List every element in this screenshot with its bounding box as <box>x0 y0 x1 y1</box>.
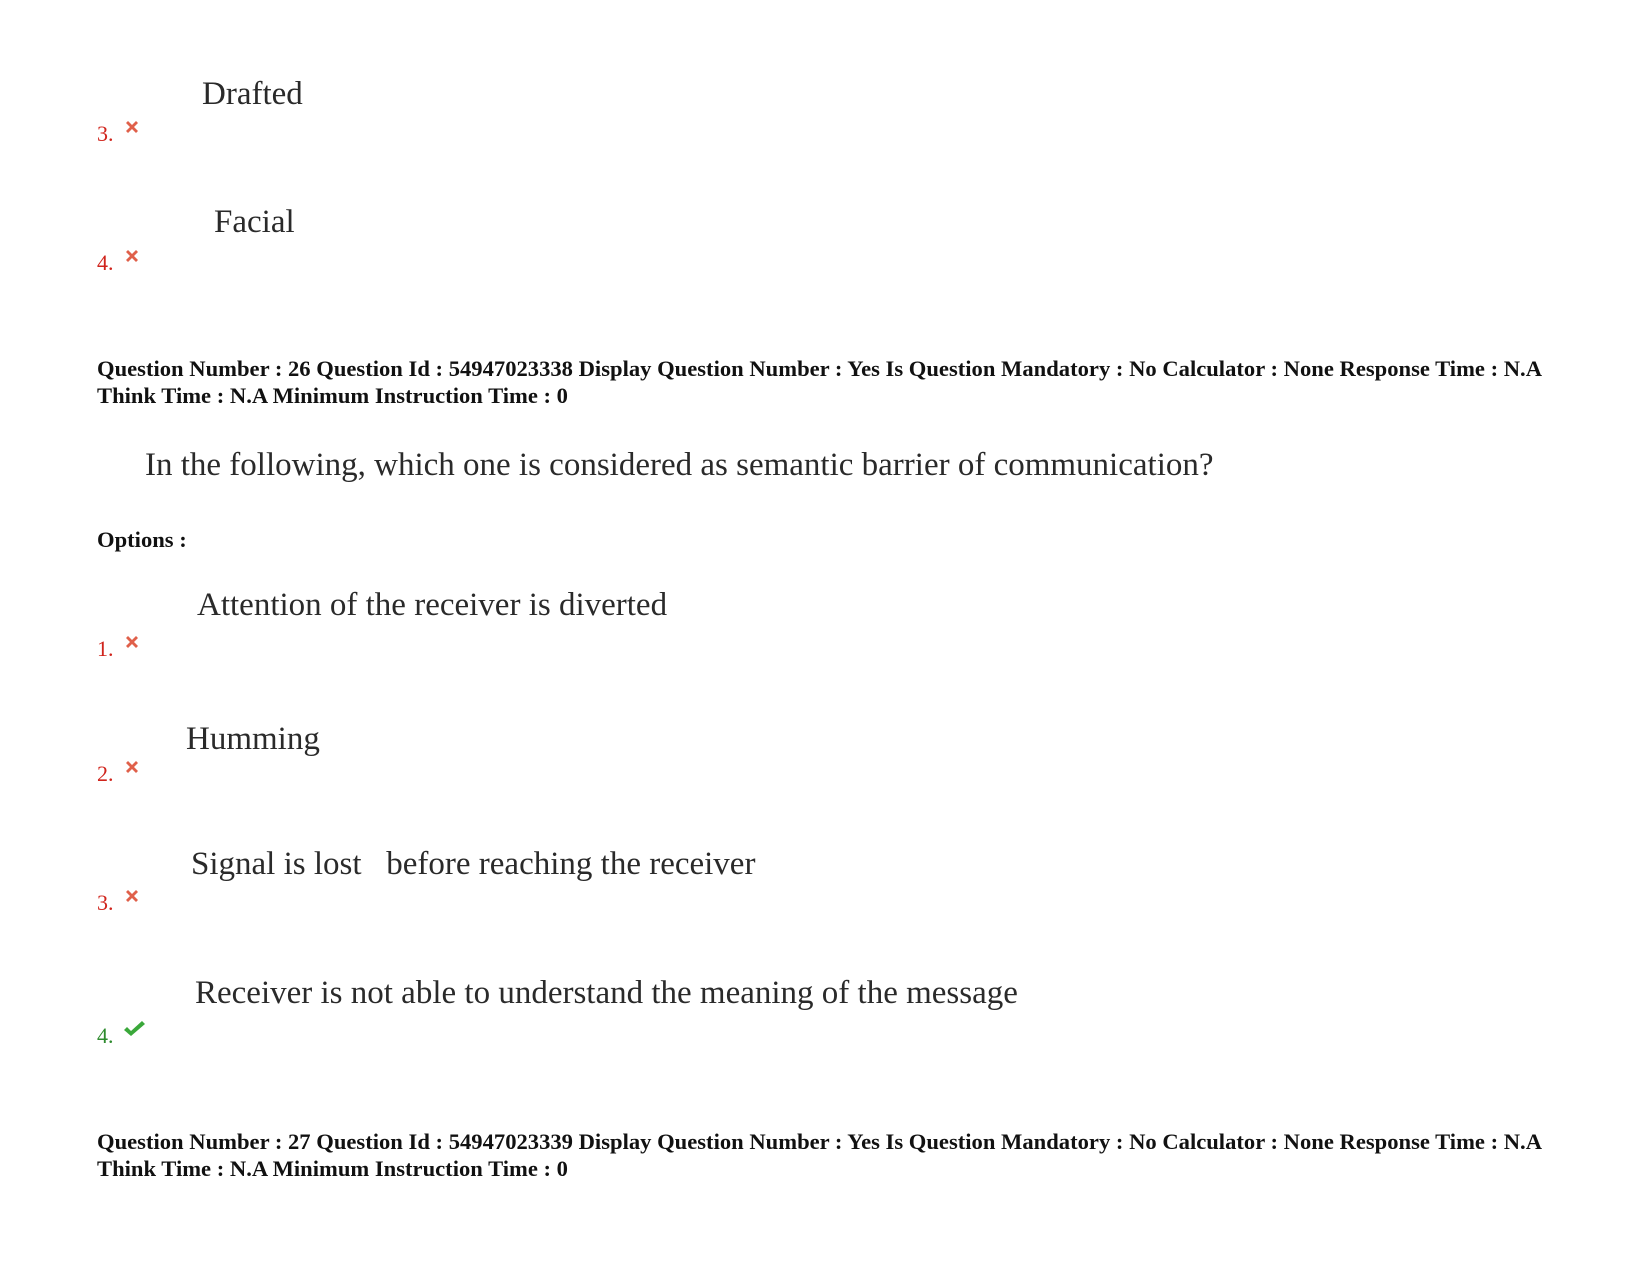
cross-icon <box>122 246 142 266</box>
cross-icon <box>122 757 142 777</box>
option-text: Attention of the receiver is diverted <box>197 587 668 623</box>
option-text: Signal is lost before reaching the receiver <box>191 846 756 882</box>
cross-icon <box>122 632 142 652</box>
option-number: 4. <box>97 1023 114 1048</box>
cross-icon <box>122 117 142 137</box>
question-text: In the following, which one is considered as semantic barrier of communication? <box>145 447 1214 483</box>
option-text: Drafted <box>202 76 303 112</box>
option-number: 2. <box>97 761 114 786</box>
options-label: Options : <box>97 527 187 552</box>
question-meta: Question Number : 26 Question Id : 54947023338 Display Question Number : Yes Is Question Mandatory : No Calculator : None Response Time : N.A Think Time : N.A Minimum Instruction Time : 0 <box>97 356 1541 408</box>
option-text: Humming <box>186 721 320 757</box>
option-text: Receiver is not able to understand the meaning of the message <box>195 975 1018 1011</box>
option-number: 1. <box>97 636 114 661</box>
option-number: 3. <box>97 890 114 915</box>
cross-icon <box>122 886 142 906</box>
option-text: Facial <box>214 204 295 240</box>
question-meta: Question Number : 27 Question Id : 54947023339 Display Question Number : Yes Is Question Mandatory : No Calculator : None Response Time : N.A Think Time : N.A Minimum Instruction Time : 0 <box>97 1129 1541 1181</box>
check-icon <box>122 1019 146 1039</box>
option-number: 3. <box>97 121 114 146</box>
option-number: 4. <box>97 250 114 275</box>
